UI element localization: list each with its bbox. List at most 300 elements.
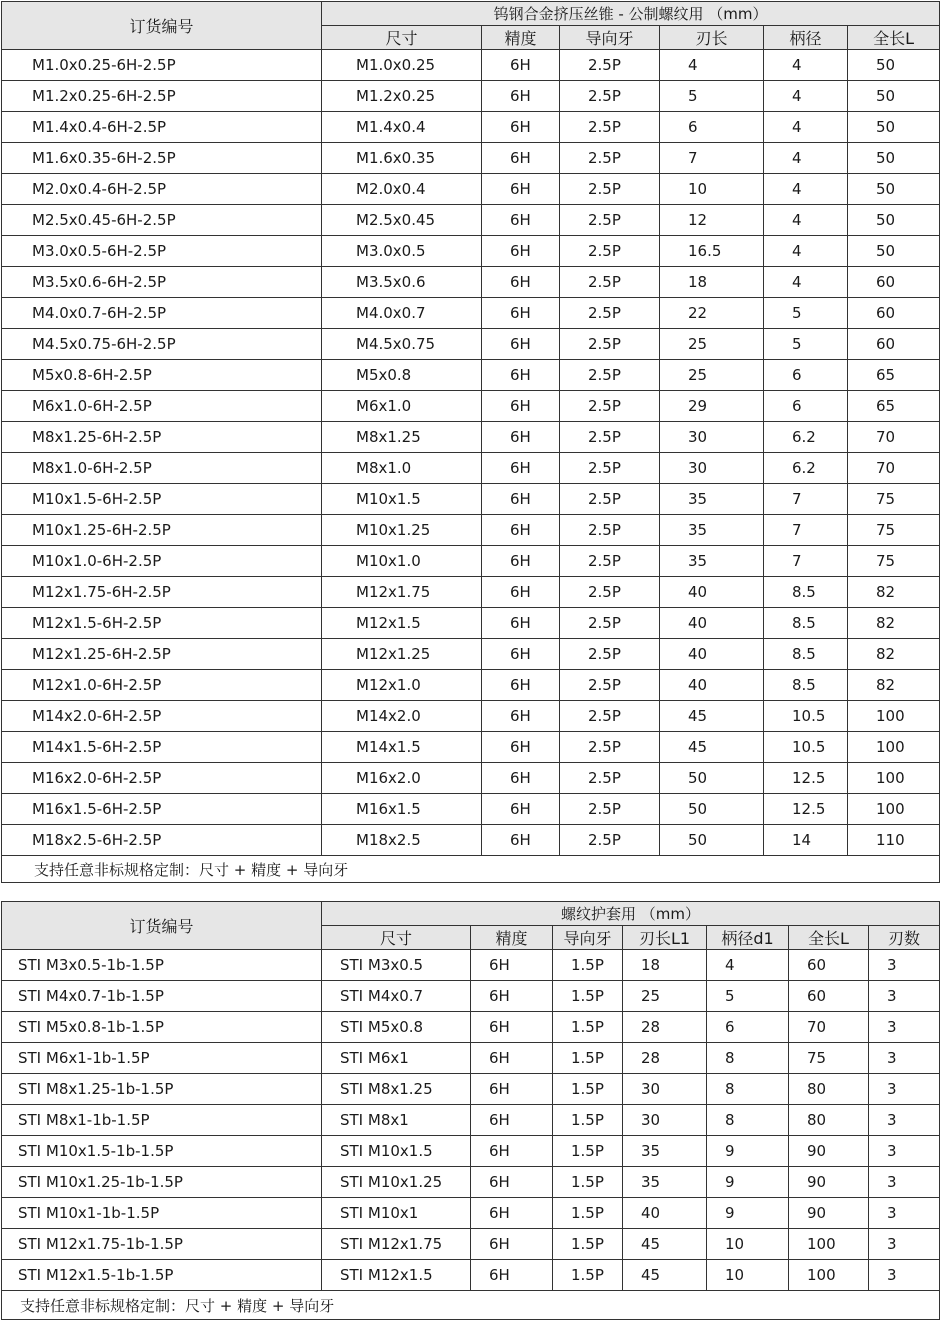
- table-row: [2, 329, 940, 360]
- order-number-cell: M12x1.0-6H-2.5P: [2, 670, 322, 701]
- spec-cell: M1.0x0.25: [322, 50, 482, 81]
- order-number-cell: STI M8x1.25-1b-1.5P: [2, 1074, 322, 1105]
- spec-cell: 1.5P: [553, 1136, 623, 1167]
- spec-cell: 50: [848, 50, 940, 81]
- spec-cell: 2.5P: [560, 174, 660, 205]
- spec-cell: 6H: [482, 236, 560, 267]
- spec-cell: 2.5P: [560, 515, 660, 546]
- spec-cell: 50: [660, 825, 764, 856]
- table-row: [2, 143, 940, 174]
- spec-cell: 10.5: [764, 701, 848, 732]
- spec-cell: 2.5P: [560, 143, 660, 174]
- spec-cell: 30: [660, 422, 764, 453]
- spec-cell: 1.5P: [553, 1105, 623, 1136]
- spec-cell: 50: [660, 794, 764, 825]
- table-row: [2, 267, 940, 298]
- spec-cell: 100: [789, 1229, 869, 1260]
- spec-cell: 8: [707, 1043, 789, 1074]
- spec-cell: 2.5P: [560, 112, 660, 143]
- spec-cell: 6H: [482, 484, 560, 515]
- table-row: [2, 236, 940, 267]
- spec-cell: 2.5P: [560, 298, 660, 329]
- spec-cell: 6H: [471, 981, 553, 1012]
- spec-cell: 2.5P: [560, 639, 660, 670]
- spec-cell: 100: [848, 763, 940, 794]
- spec-cell: 6H: [482, 732, 560, 763]
- spec-cell: 75: [789, 1043, 869, 1074]
- column-header: 导向牙: [553, 926, 623, 950]
- spec-cell: 7: [764, 515, 848, 546]
- spec-cell: 2.5P: [560, 422, 660, 453]
- spec-cell: 5: [764, 329, 848, 360]
- order-number-cell: M16x1.5-6H-2.5P: [2, 794, 322, 825]
- spec-cell: 1.5P: [553, 1167, 623, 1198]
- order-number-cell: M1.0x0.25-6H-2.5P: [2, 50, 322, 81]
- spec-cell: 4: [764, 267, 848, 298]
- spec-cell: 82: [848, 639, 940, 670]
- table-row: [2, 577, 940, 608]
- spec-cell: 2.5P: [560, 329, 660, 360]
- table-row: [2, 515, 940, 546]
- spec-cell: 2.5P: [560, 732, 660, 763]
- spec-cell: 6H: [482, 608, 560, 639]
- spec-cell: 35: [660, 546, 764, 577]
- spec-cell: M5x0.8: [322, 360, 482, 391]
- spec-cell: 6H: [482, 267, 560, 298]
- spec-cell: 35: [623, 1167, 707, 1198]
- column-header: 刃长: [660, 26, 764, 50]
- order-number-cell: STI M12x1.75-1b-1.5P: [2, 1229, 322, 1260]
- spec-cell: 70: [848, 422, 940, 453]
- order-number-cell: M2.5x0.45-6H-2.5P: [2, 205, 322, 236]
- table-row: [2, 546, 940, 577]
- spec-cell: 35: [660, 484, 764, 515]
- spec-cell: 1.5P: [553, 1043, 623, 1074]
- table-row: [2, 670, 940, 701]
- spec-cell: 4: [764, 174, 848, 205]
- spec-cell: 1.5P: [553, 1260, 623, 1291]
- spec-cell: 70: [848, 453, 940, 484]
- table-row: [2, 81, 940, 112]
- table-row: [2, 1229, 940, 1260]
- spec-cell: 90: [789, 1198, 869, 1229]
- spec-cell: M10x1.0: [322, 546, 482, 577]
- spec-cell: 6H: [482, 701, 560, 732]
- spec-cell: 75: [848, 515, 940, 546]
- order-number-cell: M8x1.0-6H-2.5P: [2, 453, 322, 484]
- order-number-cell: STI M10x1-1b-1.5P: [2, 1198, 322, 1229]
- spec-cell: M1.2x0.25: [322, 81, 482, 112]
- spec-cell: 1.5P: [553, 950, 623, 981]
- spec-cell: 50: [660, 763, 764, 794]
- spec-cell: STI M10x1.25: [322, 1167, 471, 1198]
- spec-cell: 9: [707, 1167, 789, 1198]
- spec-cell: 60: [789, 950, 869, 981]
- spec-cell: 16.5: [660, 236, 764, 267]
- spec-cell: 40: [660, 670, 764, 701]
- spec-cell: 6H: [482, 794, 560, 825]
- spec-cell: 4: [764, 143, 848, 174]
- spec-cell: 4: [764, 50, 848, 81]
- spec-cell: 2.5P: [560, 50, 660, 81]
- table-row: [2, 298, 940, 329]
- spec-cell: 6H: [482, 515, 560, 546]
- table-row: [2, 1198, 940, 1229]
- table-row: [2, 950, 940, 981]
- spec-cell: 30: [660, 453, 764, 484]
- spec-cell: 7: [660, 143, 764, 174]
- spec-cell: 7: [764, 484, 848, 515]
- column-header: 精度: [471, 926, 553, 950]
- spec-cell: STI M6x1: [322, 1043, 471, 1074]
- column-header: 柄径d1: [707, 926, 789, 950]
- table-row: [2, 1043, 940, 1074]
- order-number-cell: STI M10x1.5-1b-1.5P: [2, 1136, 322, 1167]
- spec-cell: 10.5: [764, 732, 848, 763]
- spec-cell: 6H: [482, 360, 560, 391]
- spec-cell: STI M12x1.5: [322, 1260, 471, 1291]
- table-row: [2, 763, 940, 794]
- spec-cell: 6.2: [764, 453, 848, 484]
- spec-cell: 6H: [482, 143, 560, 174]
- spec-cell: 50: [848, 205, 940, 236]
- spec-cell: 3: [869, 1198, 940, 1229]
- spec-cell: 45: [660, 701, 764, 732]
- spec-cell: 8.5: [764, 670, 848, 701]
- spec-cell: M18x2.5: [322, 825, 482, 856]
- spec-cell: STI M8x1.25: [322, 1074, 471, 1105]
- spec-cell: 4: [764, 81, 848, 112]
- spec-cell: 3: [869, 1043, 940, 1074]
- order-number-cell: M12x1.75-6H-2.5P: [2, 577, 322, 608]
- spec-cell: M8x1.0: [322, 453, 482, 484]
- spec-cell: 1.5P: [553, 1074, 623, 1105]
- spec-cell: 3: [869, 1136, 940, 1167]
- spec-cell: 6H: [482, 174, 560, 205]
- spec-cell: 100: [789, 1260, 869, 1291]
- column-header: 尺寸: [322, 926, 471, 950]
- spec-cell: 5: [707, 981, 789, 1012]
- spec-cell: 40: [660, 608, 764, 639]
- order-number-cell: STI M12x1.5-1b-1.5P: [2, 1260, 322, 1291]
- order-number-cell: M10x1.25-6H-2.5P: [2, 515, 322, 546]
- group-header: 钨钢合金挤压丝锥 - 公制螺纹用 （mm）: [322, 2, 940, 26]
- spec-cell: 7: [764, 546, 848, 577]
- table-row: [2, 1136, 940, 1167]
- spec-cell: 50: [848, 81, 940, 112]
- spec-cell: 6H: [482, 50, 560, 81]
- column-header: 尺寸: [322, 26, 482, 50]
- column-header: 柄径: [764, 26, 848, 50]
- spec-cell: M16x2.0: [322, 763, 482, 794]
- spec-cell: 6: [707, 1012, 789, 1043]
- spec-cell: 30: [623, 1105, 707, 1136]
- spec-cell: M10x1.25: [322, 515, 482, 546]
- order-number-cell: STI M5x0.8-1b-1.5P: [2, 1012, 322, 1043]
- spec-cell: 6H: [471, 1012, 553, 1043]
- spec-cell: 2.5P: [560, 391, 660, 422]
- spec-cell: 28: [623, 1043, 707, 1074]
- spec-cell: 14: [764, 825, 848, 856]
- spec-cell: 8.5: [764, 577, 848, 608]
- spec-cell: M10x1.5: [322, 484, 482, 515]
- spec-cell: 6H: [482, 298, 560, 329]
- spec-cell: 6: [660, 112, 764, 143]
- spec-cell: 6H: [471, 1229, 553, 1260]
- spec-cell: 82: [848, 670, 940, 701]
- order-number-header: 订货编号: [2, 902, 322, 950]
- spec-cell: 3: [869, 950, 940, 981]
- table-row: [2, 174, 940, 205]
- spec-cell: 45: [623, 1229, 707, 1260]
- order-number-cell: M10x1.5-6H-2.5P: [2, 484, 322, 515]
- spec-cell: 3: [869, 1074, 940, 1105]
- order-number-header: 订货编号: [2, 2, 322, 50]
- spec-cell: M3.5x0.6: [322, 267, 482, 298]
- spec-cell: M12x1.75: [322, 577, 482, 608]
- spec-cell: 6H: [471, 1043, 553, 1074]
- spec-cell: 2.5P: [560, 81, 660, 112]
- spec-cell: 9: [707, 1198, 789, 1229]
- spec-cell: 8: [707, 1074, 789, 1105]
- spec-cell: STI M10x1.5: [322, 1136, 471, 1167]
- spec-cell: 6H: [482, 81, 560, 112]
- spec-cell: STI M8x1: [322, 1105, 471, 1136]
- spec-cell: 6.2: [764, 422, 848, 453]
- spec-cell: 12.5: [764, 763, 848, 794]
- spec-cell: 8.5: [764, 608, 848, 639]
- spec-cell: 3: [869, 981, 940, 1012]
- custom-spec-note: 支持任意非标规格定制：尺寸 + 精度 + 导向牙: [2, 856, 940, 883]
- spec-cell: 100: [848, 732, 940, 763]
- spec-cell: 6H: [482, 205, 560, 236]
- order-number-cell: M4.0x0.7-6H-2.5P: [2, 298, 322, 329]
- spec-cell: 40: [623, 1198, 707, 1229]
- table-row: [2, 50, 940, 81]
- spec-cell: 2.5P: [560, 453, 660, 484]
- spec-cell: 6H: [471, 1105, 553, 1136]
- table-row: [2, 701, 940, 732]
- spec-cell: M12x1.0: [322, 670, 482, 701]
- spec-cell: 25: [623, 981, 707, 1012]
- spec-cell: 1.5P: [553, 981, 623, 1012]
- spec-cell: 65: [848, 391, 940, 422]
- column-header: 导向牙: [560, 26, 660, 50]
- group-header: 螺纹护套用 （mm）: [322, 902, 940, 926]
- spec-cell: 60: [789, 981, 869, 1012]
- spec-cell: STI M10x1: [322, 1198, 471, 1229]
- spec-cell: 6: [764, 360, 848, 391]
- spec-cell: 110: [848, 825, 940, 856]
- spec-cell: 10: [707, 1260, 789, 1291]
- spec-cell: 50: [848, 112, 940, 143]
- column-header: 精度: [482, 26, 560, 50]
- spec-cell: 3: [869, 1105, 940, 1136]
- order-number-cell: M10x1.0-6H-2.5P: [2, 546, 322, 577]
- spec-cell: 4: [764, 205, 848, 236]
- table-row: [2, 360, 940, 391]
- spec-cell: 10: [707, 1229, 789, 1260]
- order-number-cell: STI M4x0.7-1b-1.5P: [2, 981, 322, 1012]
- spec-cell: M6x1.0: [322, 391, 482, 422]
- order-number-cell: M3.0x0.5-6H-2.5P: [2, 236, 322, 267]
- spec-cell: 65: [848, 360, 940, 391]
- column-header: 刃长L1: [623, 926, 707, 950]
- spec-cell: 18: [623, 950, 707, 981]
- spec-cell: 6: [764, 391, 848, 422]
- spec-cell: M4.0x0.7: [322, 298, 482, 329]
- spec-cell: 6H: [482, 329, 560, 360]
- spec-cell: 2.5P: [560, 763, 660, 794]
- column-header: 刃数: [869, 926, 940, 950]
- table-row: [2, 608, 940, 639]
- column-header: 全长L: [789, 926, 869, 950]
- spec-cell: 5: [660, 81, 764, 112]
- spec-cell: 100: [848, 701, 940, 732]
- spec-cell: 25: [660, 329, 764, 360]
- spec-cell: 12.5: [764, 794, 848, 825]
- spec-cell: 4: [764, 236, 848, 267]
- spec-cell: 3: [869, 1012, 940, 1043]
- spec-cell: 12: [660, 205, 764, 236]
- spec-cell: 60: [848, 298, 940, 329]
- order-number-cell: M16x2.0-6H-2.5P: [2, 763, 322, 794]
- spec-cell: 6H: [482, 453, 560, 484]
- spec-cell: 45: [623, 1260, 707, 1291]
- spec-cell: 6H: [482, 639, 560, 670]
- spec-cell: STI M12x1.75: [322, 1229, 471, 1260]
- spec-cell: 40: [660, 639, 764, 670]
- spec-cell: 6H: [471, 1260, 553, 1291]
- spec-cell: 6H: [482, 391, 560, 422]
- spec-cell: 2.5P: [560, 236, 660, 267]
- spec-cell: 2.5P: [560, 484, 660, 515]
- spec-cell: M12x1.5: [322, 608, 482, 639]
- spec-cell: 80: [789, 1105, 869, 1136]
- spec-cell: 8: [707, 1105, 789, 1136]
- spec-cell: M2.5x0.45: [322, 205, 482, 236]
- spec-cell: 40: [660, 577, 764, 608]
- spec-cell: 18: [660, 267, 764, 298]
- spec-cell: 25: [660, 360, 764, 391]
- spec-cell: 35: [660, 515, 764, 546]
- spec-cell: 45: [660, 732, 764, 763]
- spec-cell: 6H: [471, 1136, 553, 1167]
- spec-cell: 50: [848, 143, 940, 174]
- spec-cell: 82: [848, 577, 940, 608]
- spec-cell: 4: [660, 50, 764, 81]
- order-number-cell: STI M8x1-1b-1.5P: [2, 1105, 322, 1136]
- table-row: [2, 1074, 940, 1105]
- spec-cell: M12x1.25: [322, 639, 482, 670]
- column-header: 全长L: [848, 26, 940, 50]
- spec-cell: M14x1.5: [322, 732, 482, 763]
- spec-cell: 1.5P: [553, 1012, 623, 1043]
- spec-cell: 1.5P: [553, 1229, 623, 1260]
- order-number-cell: M6x1.0-6H-2.5P: [2, 391, 322, 422]
- spec-cell: 6H: [471, 950, 553, 981]
- spec-cell: M8x1.25: [322, 422, 482, 453]
- sti-tap-table: [1, 901, 940, 1320]
- spec-cell: M16x1.5: [322, 794, 482, 825]
- order-number-cell: STI M3x0.5-1b-1.5P: [2, 950, 322, 981]
- spec-cell: 2.5P: [560, 825, 660, 856]
- spec-cell: 2.5P: [560, 577, 660, 608]
- table-row: [2, 794, 940, 825]
- table-row: [2, 825, 940, 856]
- spec-cell: 6H: [482, 670, 560, 701]
- table-row: [2, 1167, 940, 1198]
- spec-cell: 2.5P: [560, 267, 660, 298]
- spec-cell: 2.5P: [560, 360, 660, 391]
- spec-cell: 6H: [471, 1074, 553, 1105]
- spec-cell: 6H: [482, 546, 560, 577]
- spec-cell: 82: [848, 608, 940, 639]
- spec-cell: STI M3x0.5: [322, 950, 471, 981]
- order-number-cell: M3.5x0.6-6H-2.5P: [2, 267, 322, 298]
- spec-cell: 2.5P: [560, 546, 660, 577]
- spec-cell: 2.5P: [560, 608, 660, 639]
- order-number-cell: M1.6x0.35-6H-2.5P: [2, 143, 322, 174]
- order-number-cell: M14x2.0-6H-2.5P: [2, 701, 322, 732]
- spec-cell: M2.0x0.4: [322, 174, 482, 205]
- table-row: [2, 732, 940, 763]
- custom-spec-note: 支持任意非标规格定制：尺寸 + 精度 + 导向牙: [2, 1291, 940, 1320]
- spec-cell: 2.5P: [560, 794, 660, 825]
- order-number-cell: M14x1.5-6H-2.5P: [2, 732, 322, 763]
- spec-cell: 6H: [471, 1167, 553, 1198]
- spec-cell: 10: [660, 174, 764, 205]
- spec-cell: 1.5P: [553, 1198, 623, 1229]
- table-row: [2, 391, 940, 422]
- table-row: [2, 205, 940, 236]
- spec-cell: 90: [789, 1136, 869, 1167]
- spec-cell: 2.5P: [560, 701, 660, 732]
- order-number-cell: M1.2x0.25-6H-2.5P: [2, 81, 322, 112]
- spec-cell: 28: [623, 1012, 707, 1043]
- order-number-cell: M12x1.25-6H-2.5P: [2, 639, 322, 670]
- spec-cell: 60: [848, 329, 940, 360]
- table-row: [2, 1105, 940, 1136]
- order-number-cell: STI M6x1-1b-1.5P: [2, 1043, 322, 1074]
- table-row: [2, 484, 940, 515]
- spec-cell: STI M5x0.8: [322, 1012, 471, 1043]
- spec-cell: 3: [869, 1167, 940, 1198]
- spec-cell: M4.5x0.75: [322, 329, 482, 360]
- spec-cell: 5: [764, 298, 848, 329]
- table-row: [2, 981, 940, 1012]
- spec-cell: M1.4x0.4: [322, 112, 482, 143]
- spec-cell: STI M4x0.7: [322, 981, 471, 1012]
- spec-cell: 3: [869, 1229, 940, 1260]
- order-number-cell: M1.4x0.4-6H-2.5P: [2, 112, 322, 143]
- order-number-cell: STI M10x1.25-1b-1.5P: [2, 1167, 322, 1198]
- spec-cell: 3: [869, 1260, 940, 1291]
- order-number-cell: M12x1.5-6H-2.5P: [2, 608, 322, 639]
- order-number-cell: M8x1.25-6H-2.5P: [2, 422, 322, 453]
- table-row: [2, 1260, 940, 1291]
- spec-cell: 6H: [471, 1198, 553, 1229]
- spec-cell: 6H: [482, 422, 560, 453]
- spec-cell: 6H: [482, 763, 560, 794]
- spec-cell: 2.5P: [560, 205, 660, 236]
- spec-cell: 8.5: [764, 639, 848, 670]
- spec-cell: 22: [660, 298, 764, 329]
- spec-cell: 2.5P: [560, 670, 660, 701]
- table-row: [2, 1012, 940, 1043]
- spec-cell: 75: [848, 546, 940, 577]
- spec-cell: 6H: [482, 112, 560, 143]
